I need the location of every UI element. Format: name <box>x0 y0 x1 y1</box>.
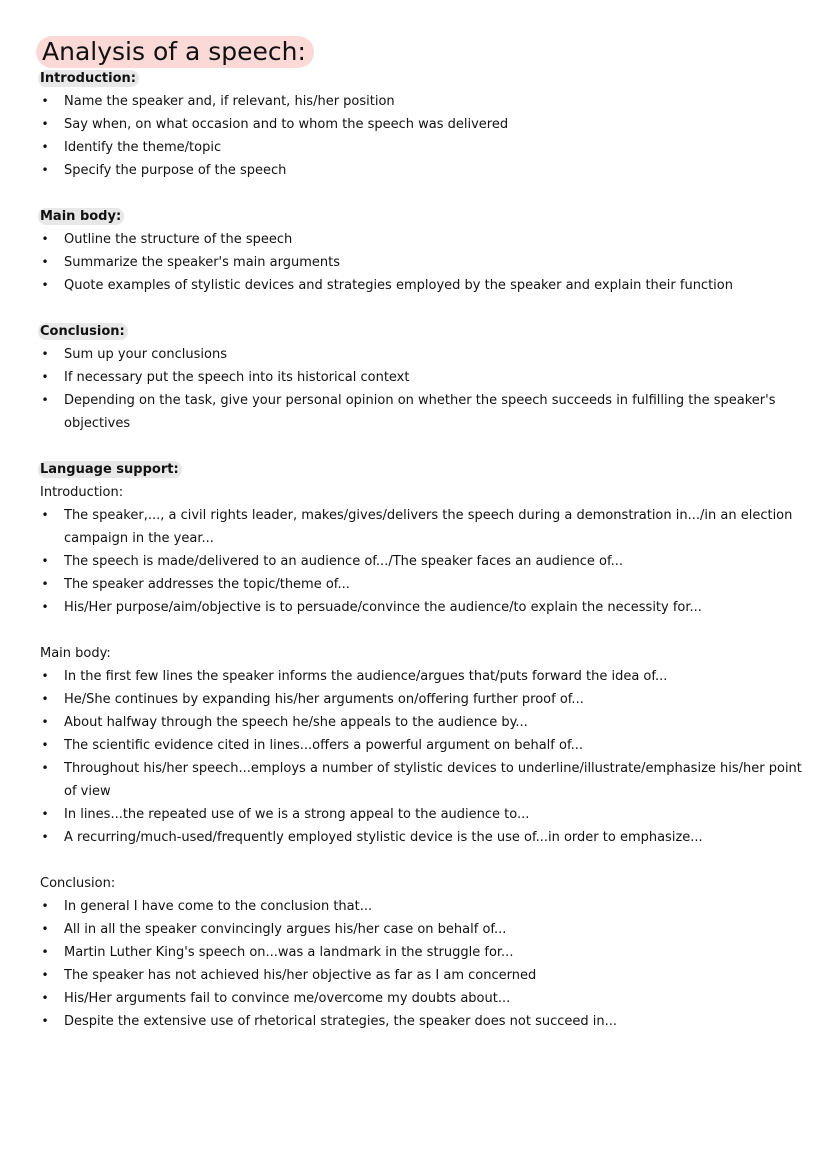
bullet-icon: • <box>41 278 49 292</box>
subsection-heading-introduction <box>40 481 810 504</box>
list-item: • His/Her arguments fail to convince me/overcome my doubts about... <box>40 987 810 1010</box>
list-item: • Martin Luther King's speech on...was a landmark in the struggle for... <box>40 941 810 964</box>
bullet-icon: • <box>41 577 49 591</box>
section-heading-introduction <box>40 67 810 90</box>
conclusion-heading: Conclusion: <box>38 323 128 340</box>
list-item: • Outline the structure of the speech <box>40 228 810 251</box>
bullet-icon: • <box>41 945 49 959</box>
list-item: • Identify the theme/topic <box>40 136 810 159</box>
page-title: Analysis of a speech: <box>36 36 314 68</box>
list-item: • Summarize the speaker's main arguments <box>40 251 810 274</box>
list-item: • Say when, on what occasion and to whom the speech was delivered <box>40 113 810 136</box>
list-item: • The speaker,..., a civil rights leader, makes/gives/delivers the speech during a demonstration in.../in an election campaign in the year... <box>40 504 810 550</box>
bullet-icon: • <box>41 669 49 683</box>
section-heading-language-support <box>40 458 810 481</box>
bullet-icon: • <box>41 991 49 1005</box>
list-item: • A recurring/much-used/frequently employed stylistic device is the use of...in order to emphasize... <box>40 826 810 849</box>
list-item: • In lines...the repeated use of we is a strong appeal to the audience to... <box>40 803 810 826</box>
main-body-heading: Main body: <box>38 208 124 225</box>
list-item: • If necessary put the speech into its historical context <box>40 366 810 389</box>
bullet-icon: • <box>41 899 49 913</box>
ls-conclusion-heading: Conclusion: <box>40 876 116 891</box>
bullet-icon: • <box>41 922 49 936</box>
bullet-icon: • <box>41 255 49 269</box>
bullet-icon: • <box>41 163 49 177</box>
bullet-icon: • <box>41 370 49 384</box>
bullet-icon: • <box>41 554 49 568</box>
list-item: • The speaker has not achieved his/her objective as far as I am concerned <box>40 964 810 987</box>
bullet-icon: • <box>41 807 49 821</box>
spacer <box>40 849 810 872</box>
section-heading-conclusion <box>40 320 810 343</box>
spacer <box>40 435 810 458</box>
bullet-icon: • <box>41 1014 49 1028</box>
list-item: • Specify the purpose of the speech <box>40 159 810 182</box>
bullet-icon: • <box>41 140 49 154</box>
list-item: • He/She continues by expanding his/her arguments on/offering further proof of... <box>40 688 810 711</box>
list-item: • All in all the speaker convincingly argues his/her case on behalf of... <box>40 918 810 941</box>
ls-main-body-heading: Main body: <box>40 646 111 661</box>
list-item: • Sum up your conclusions <box>40 343 810 366</box>
ls-introduction-heading: Introduction: <box>40 485 124 500</box>
list-item: • The speech is made/delivered to an audience of.../The speaker faces an audience of... <box>40 550 810 573</box>
list-item: • Name the speaker and, if relevant, his/her position <box>40 90 810 113</box>
bullet-icon: • <box>41 692 49 706</box>
subsection-heading-conclusion <box>40 872 810 895</box>
list-item: • In the first few lines the speaker informs the audience/argues that/puts forward the idea of... <box>40 665 810 688</box>
bullet-icon: • <box>41 232 49 246</box>
list-item: • Quote examples of stylistic devices and strategies employed by the speaker and explain their function <box>40 274 810 297</box>
list-item: • The scientific evidence cited in lines...offers a powerful argument on behalf of... <box>40 734 810 757</box>
bullet-icon: • <box>41 117 49 131</box>
spacer <box>40 182 810 205</box>
bullet-icon: • <box>41 761 49 775</box>
bullet-icon: • <box>41 94 49 108</box>
bullet-icon: • <box>41 830 49 844</box>
bullet-icon: • <box>41 600 49 614</box>
section-heading-main-body <box>40 205 810 228</box>
bullet-icon: • <box>41 508 49 522</box>
introduction-heading: Introduction: <box>38 70 139 87</box>
list-item: • In general I have come to the conclusion that... <box>40 895 810 918</box>
list-item: • Throughout his/her speech...employs a number of stylistic devices to underline/illustrate/emphasize his/her point of view <box>40 757 810 803</box>
language-support-heading: Language support: <box>38 461 182 478</box>
subsection-heading-main-body <box>40 642 810 665</box>
spacer <box>40 619 810 642</box>
list-item: • Despite the extensive use of rhetorical strategies, the speaker does not succeed in... <box>40 1010 810 1033</box>
list-item: • About halfway through the speech he/she appeals to the audience by... <box>40 711 810 734</box>
bullet-icon: • <box>41 738 49 752</box>
list-item: • Depending on the task, give your personal opinion on whether the speech succeeds in fulfilling the speaker's objectives <box>40 389 810 435</box>
bullet-icon: • <box>41 715 49 729</box>
list-item: • The speaker addresses the topic/theme of... <box>40 573 810 596</box>
spacer <box>40 297 810 320</box>
bullet-icon: • <box>41 347 49 361</box>
bullet-icon: • <box>41 968 49 982</box>
bullet-icon: • <box>41 393 49 407</box>
list-item: • His/Her purpose/aim/objective is to persuade/convince the audience/to explain the necessity for... <box>40 596 810 619</box>
document-content <box>40 67 810 1033</box>
